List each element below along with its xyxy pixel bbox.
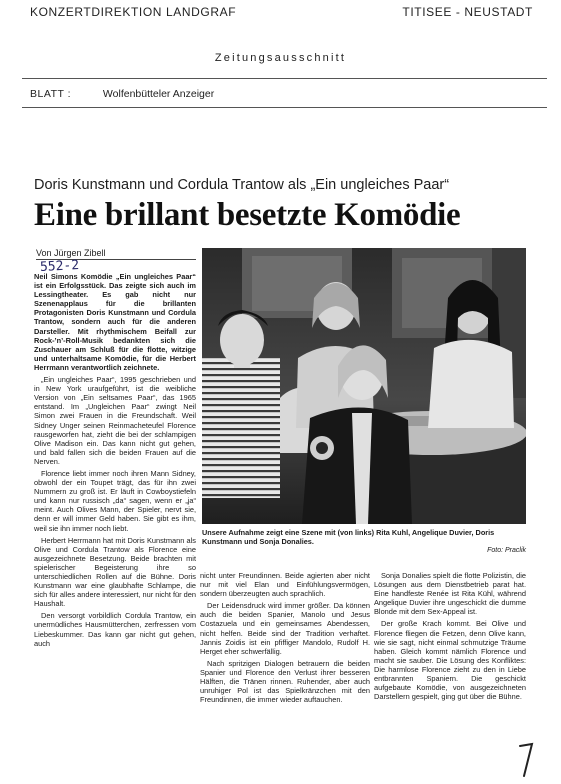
clipping-title: Zeitungsausschnitt [214,52,347,64]
article-column-1 [34,272,196,651]
paragraph: Herbert Herrmann hat mit Doris Kunstmann als Olive und Cordula Trantow als Florence eine ausgezeichnete Besetzung. Beide brachten mit spielerischer Begeisterung ihre so unterschiedlichen Rollen auf die Bühne. Doris Kunstmann war eine glaubhafte Schlampe, die sich für alles andere interessiert, nur nicht für den Haushalt. [34,535,196,609]
paragraph: Den versorgt vorbildlich Cordula Trantow, ein unermüdliches Hausmütterchen, zerfressen vom Liebeskummer. Das kann gar nicht gut gehen, auch [34,611,196,648]
article-column-3 [374,571,526,704]
agency-name: KONZERTDIREKTION LANDGRAF [30,5,237,19]
lead-paragraph: Neil Simons Komödie „Ein ungleiches Paar“ ist ein Erfolgsstück. Das zeigte sich auch im Lessingtheater. Es gab nicht nur Szenenapplaus für die brillanten Protagonisten Doris Kunstmann und Cordula Trantow, sondern auch für die anderen Darsteller. Mit rhythmischem Beifall zur Rock-’n’-Roll-Musik bedankten sich die Zuschauer am Schluß für die flotte, witzige und unterhaltsame Komödie, für die Herbert Herrmann verantwortlich zeichnete. [34,272,196,372]
article-kicker: Doris Kunstmann und Cordula Trantow als „Ein ungleiches Paar“ [34,177,450,193]
source-row [30,88,214,100]
handwritten-note: 552-2 [39,257,80,276]
photo-credit: Foto: Praclik [487,547,526,554]
source-divider [22,107,547,108]
header-divider [22,78,547,79]
article-author: Von Jürgen Zibell [36,248,106,258]
scene-photo-graphic [202,248,526,524]
paragraph: nicht unter Freundinnen. Beide agierten aber nicht nur mit viel Elan und Einfühlungsvermögen, sondern überzeugten auch sprachlich. [200,571,370,599]
paragraph: „Ein ungleiches Paar“, 1995 geschrieben und in New York uraufgeführt, ist die weibliche Version von „Ein seltsames Paar“, das 1965 entstand. Im „Ungleichen Paar“ zwingt Neil Simon zwei Frauen in die Freundschaft. Weil Sidney Unger seinen Reinmacheteufel Florence rausgeworfen hat, zieht die bei der schlampigen Olive Madison ein. Das kann nicht gut gehen, und bald fallen sich die beiden Frauen auf die Nerven. [34,375,196,466]
article-headline: Eine brillant besetzte Komödie [34,197,461,233]
paragraph: Der große Krach kommt. Bei Olive und Florence fliegen die Fetzen, denn Olive kann, wie sie sagt, nicht einmal schmutzige Träume haben. Gleich kommt nämlich Florence und macht sie sauber. Die Lösung des Konfliktes: Die harmlose Florence zieht zu den in Liebe entbrannten Spaniern. Die geschickt aufgebaute Komödie, von ausgezeichneten Darstellern gespielt, ging gut über die Bühne. [374,619,526,702]
handwritten-end-mark [516,740,536,780]
paragraph: Florence liebt immer noch ihren Mann Sidney, obwohl der ein Toupet trägt, das für ihn zwei Nummern zu groß ist. Er läuft in Cowboystiefeln und kann nur russisch „da“ sagen, wenn er „ja“ meint. Auch Olives Mann, der Spieler, nervt sie, denn er will immer Geld haben. Sie gibt es ihm, weil sie ihn immer noch liebt. [34,468,196,533]
paragraph: Der Leidensdruck wird immer größer. Da können auch die beiden Spanier, Manolo und Jesus Costazuela und ein gemeinsames Abendessen, nicht helfen. Beide sind der Tradition verhaftet. Jannis Zoidis ist ein pfiffiger Mandolo, Rudolf H. Herget eher schwerfällig. [200,601,370,656]
article-column-2 [200,571,370,707]
paragraph: Sonja Donalies spielt die flotte Polizistin, die Lösungen aus dem Dienstbetrieb parat hat. Eine handfeste Renée ist Rita Kühl, während Angelique Duvier ihre ungeschickt die dumme Blonde mit dem Sex-Appeal ist. [374,571,526,617]
agency-city: TITISEE - NEUSTADT [402,5,533,19]
newspaper-name: Wolfenbütteler Anzeiger [102,88,215,100]
paragraph: Nach spritzigen Dialogen betrauern die beiden Spanier und Florence den Verlust ihrer besseren Hälften, die Tränen rinnen. Ruhender, aber auch unruhiger Pol ist das Spielkränzchen mit den Freundinnen, die immer wieder auftauchen. [200,658,370,705]
scene-photo [202,248,526,524]
photo-caption: Unsere Aufnahme zeigt eine Szene mit (von links) Rita Kuhl, Angelique Duvier, Doris Kunstmann und Sonja Donalies. [202,528,495,546]
blatt-label: BLATT : [30,88,72,100]
